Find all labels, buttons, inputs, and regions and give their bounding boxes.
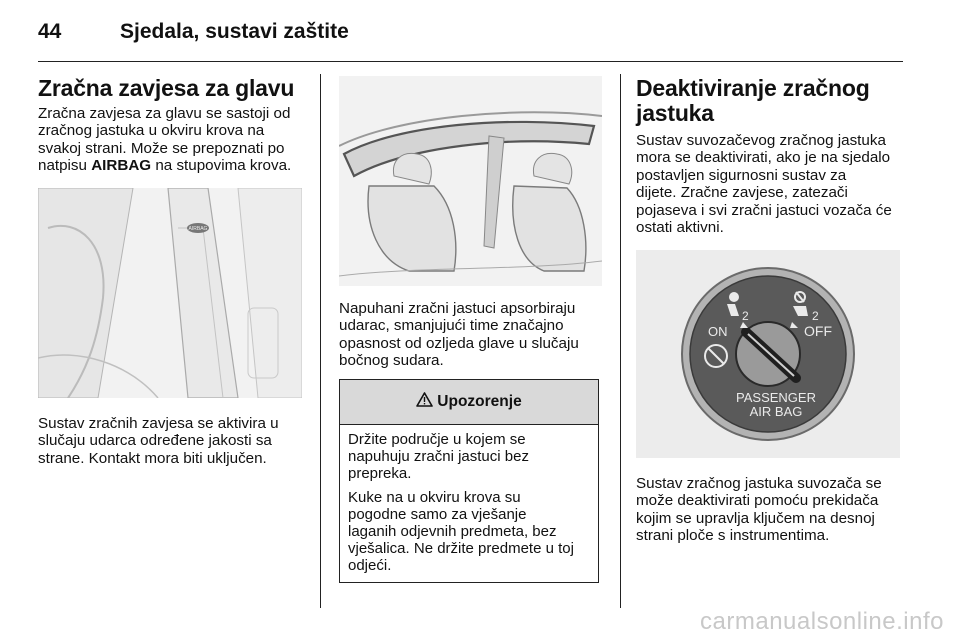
caption-curtain-activation: [38, 415, 308, 467]
text-line: postavljen sigurnosni sustav za: [636, 166, 847, 184]
page-number: 44: [38, 20, 62, 43]
text-line: strane. Kontakt mora biti uključen.: [38, 449, 267, 467]
text-line: vješalica. Ne držite predmete u toj: [348, 540, 574, 558]
text-line: Sustav zračnih zavjesa se aktivira u: [38, 415, 279, 432]
text-line: slučaju udarca određene jakosti sa: [38, 432, 272, 450]
column-left: [38, 76, 308, 175]
text-line: Kuke na u okviru krova su: [348, 488, 521, 506]
column-right: [636, 76, 904, 236]
text-line: može deaktivirati pomoću prekidača: [636, 492, 879, 510]
heading-line: jastuka: [636, 100, 714, 126]
text-line: dijete. Zračne zavjese, zatezači: [636, 184, 848, 202]
switch-off-label: OFF: [804, 323, 832, 339]
section-heading-head-curtain: Zračna zavjesa za glavu: [38, 75, 295, 101]
text-line: odjeći.: [348, 557, 392, 575]
section-heading-deactivation: [636, 76, 904, 126]
text-line: pojaseva i svi zračni jastuci vozača će: [636, 201, 892, 219]
watermark: carmanualsonline.info: [700, 608, 944, 635]
warning-title: Upozorenje: [437, 393, 522, 410]
warning-box: [339, 379, 599, 583]
switch-passenger-label: PASSENGER: [736, 390, 816, 405]
text-fragment: na stupovima krova.: [151, 157, 292, 175]
text-line: pogodne samo za vješanje: [348, 505, 527, 523]
text-fragment: natpisu: [38, 157, 92, 175]
text-line: bočnog sudara.: [339, 352, 444, 370]
text-line: kojim se upravlja ključem na desnoj: [636, 509, 875, 527]
caption-key-switch: [636, 475, 904, 545]
text-line: strani ploče s instrumentima.: [636, 527, 830, 545]
text-line: opasnost od ozljeda glave u slučaju: [339, 334, 579, 352]
switch-number-left: 2: [742, 309, 749, 323]
deactivation-intro: [636, 132, 904, 236]
switch-number-right: 2: [812, 309, 819, 323]
chapter-title: Sjedala, sustavi zaštite: [120, 20, 349, 43]
header-divider: [38, 61, 903, 62]
warning-triangle-icon: [416, 392, 433, 412]
text-line: zračnog jastuka u okviru krova na: [38, 122, 265, 140]
text-line: [38, 157, 308, 174]
warning-paragraph-2: [348, 489, 591, 575]
intro-paragraph: [38, 105, 308, 175]
heading-line: Deaktiviranje zračnog: [636, 75, 870, 101]
inflated-curtain-illustration: [339, 76, 602, 286]
airbag-key-switch-illustration: [636, 250, 900, 458]
text-line: Napuhani zračni jastuci apsorbiraju: [339, 300, 576, 317]
page-header: [0, 0, 960, 62]
warning-header: [340, 380, 598, 425]
text-line: Sustav suvozačevog zračnog jastuka: [636, 132, 886, 149]
text-line: prepreka.: [348, 465, 412, 483]
pillar-airbag-illustration: [38, 188, 302, 398]
text-line: Sustav zračnog jastuka suvozača se: [636, 475, 882, 492]
column-divider-2: [620, 74, 621, 608]
text-line: Zračna zavjesa za glavu se sastoji od: [38, 105, 291, 122]
text-line: ostati aktivni.: [636, 219, 724, 237]
airbag-plate-text: AIRBAG: [188, 226, 208, 232]
text-line: svakoj strani. Može se prepoznati po: [38, 139, 285, 157]
text-line: Držite područje u kojem se: [348, 431, 526, 448]
airbag-bold-label: AIRBAG: [91, 157, 152, 175]
text-line: udarac, smanjujući time značajno: [339, 317, 564, 335]
switch-airbag-label: AIR BAG: [749, 404, 803, 419]
warning-body: [340, 425, 598, 575]
column-divider-1: [320, 74, 321, 608]
warning-paragraph-1: [348, 431, 591, 483]
switch-on-label: ON: [708, 324, 728, 339]
text-line: napuhuju zračni jastuci bez: [348, 448, 529, 466]
caption-curtain-absorb: [339, 300, 609, 370]
text-line: mora se deaktivirati, ako je na sjedalo: [636, 149, 891, 167]
text-line: laganih odjevnih predmeta, bez: [348, 523, 557, 541]
